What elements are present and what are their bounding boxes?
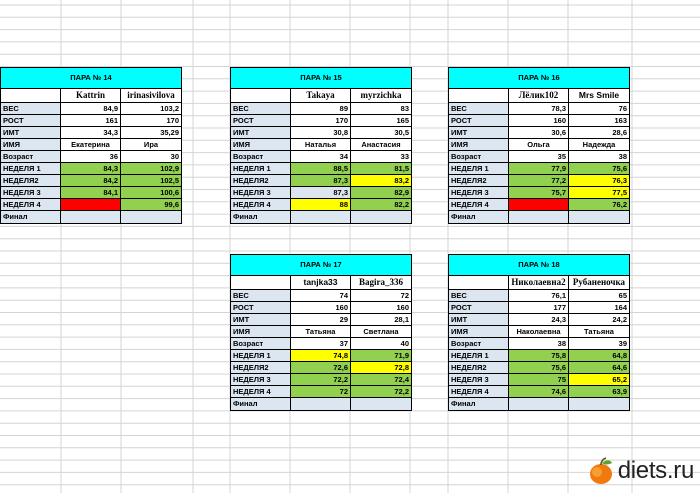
table-row — [231, 338, 411, 350]
table-row — [449, 127, 629, 139]
row-label[interactable]: НЕДЕЛЯ 1 — [231, 350, 291, 361]
row-label[interactable]: НЕДЕЛЯ 4 — [449, 199, 509, 210]
value-cell[interactable]: 39 — [569, 338, 629, 349]
value-cell[interactable]: 160 — [351, 302, 411, 313]
table-row — [449, 302, 629, 314]
value-cell[interactable]: 30,6 — [509, 127, 569, 138]
table-row — [449, 326, 629, 338]
table-row — [231, 290, 411, 302]
row-label[interactable]: ИМЯ — [449, 326, 509, 337]
value-cell[interactable] — [351, 398, 411, 410]
pair-table — [448, 254, 630, 411]
value-cell[interactable]: 170 — [291, 115, 351, 126]
value-cell[interactable]: 35 — [509, 151, 569, 162]
value-cell[interactable]: 36 — [61, 151, 121, 162]
value-cell[interactable] — [509, 199, 569, 210]
value-cell[interactable]: 160 — [291, 302, 351, 313]
table-row — [449, 338, 629, 350]
value-cell[interactable]: Надежда — [569, 139, 629, 150]
row-label[interactable]: ВЕС — [231, 290, 291, 301]
table-row — [449, 350, 629, 362]
table-row — [1, 175, 181, 187]
table-row — [449, 175, 629, 187]
nick-row — [1, 89, 181, 103]
pair-title-row — [449, 255, 629, 276]
value-cell[interactable]: 87,3 — [291, 187, 351, 198]
nick-label-cell[interactable] — [231, 89, 291, 102]
nick-row — [231, 89, 411, 103]
value-cell[interactable]: 75,8 — [509, 350, 569, 361]
nick-label-cell[interactable] — [231, 276, 291, 289]
row-label[interactable]: НЕДЕЛЯ 4 — [231, 386, 291, 397]
row-label[interactable]: Возраст — [231, 338, 291, 349]
table-row — [1, 199, 181, 211]
row-label[interactable]: ВЕС — [1, 103, 61, 114]
nick-cell[interactable]: Bagira_336 — [359, 277, 403, 287]
row-label[interactable]: НЕДЕЛЯ2 — [231, 175, 291, 186]
table-row — [231, 127, 411, 139]
table-row — [231, 199, 411, 211]
value-cell[interactable]: Ольга — [509, 139, 569, 150]
site-logo — [587, 457, 694, 485]
table-row — [231, 374, 411, 386]
row-label[interactable]: НЕДЕЛЯ 4 — [231, 199, 291, 210]
row-label[interactable]: Финал — [449, 211, 509, 223]
value-cell[interactable]: 88,5 — [291, 163, 351, 174]
value-cell[interactable]: 75,6 — [509, 362, 569, 373]
value-cell[interactable]: 24,2 — [569, 314, 629, 325]
row-label[interactable]: НЕДЕЛЯ 1 — [449, 163, 509, 174]
row-label[interactable]: НЕДЕЛЯ 1 — [449, 350, 509, 361]
pair-title[interactable]: ПАРА № 17 — [300, 260, 342, 269]
table-row — [449, 163, 629, 175]
row-label[interactable]: ИМТ — [231, 127, 291, 138]
value-cell[interactable] — [291, 398, 351, 410]
table-row — [1, 127, 181, 139]
value-cell[interactable]: 170 — [121, 115, 181, 126]
row-label[interactable]: НЕДЕЛЯ 3 — [1, 187, 61, 198]
nick-row — [449, 276, 629, 290]
value-cell[interactable]: Наколаевна — [509, 326, 569, 337]
nick-label-cell[interactable] — [449, 89, 509, 102]
row-label[interactable]: НЕДЕЛЯ2 — [231, 362, 291, 373]
value-cell[interactable]: 34 — [291, 151, 351, 162]
value-cell[interactable]: 65 — [569, 290, 629, 301]
nick-row — [231, 276, 411, 290]
value-cell[interactable]: 76,2 — [569, 199, 629, 210]
value-cell[interactable]: 72 — [351, 290, 411, 301]
nick-cell[interactable]: Takaya — [291, 89, 351, 102]
row-label[interactable]: РОСТ — [1, 115, 61, 126]
value-cell[interactable]: 84,2 — [61, 175, 121, 186]
value-cell[interactable]: 40 — [351, 338, 411, 349]
value-cell[interactable]: 164 — [569, 302, 629, 313]
row-label[interactable]: РОСТ — [449, 302, 509, 313]
row-label[interactable]: ИМЯ — [231, 326, 291, 337]
value-cell[interactable]: 74,6 — [509, 386, 569, 397]
value-cell[interactable] — [569, 398, 629, 410]
pair-title-row — [231, 68, 411, 89]
value-cell[interactable]: 87,3 — [291, 175, 351, 186]
row-label[interactable]: НЕДЕЛЯ2 — [1, 175, 61, 186]
table-row — [231, 362, 411, 374]
nick-label-cell[interactable] — [1, 89, 61, 102]
value-cell[interactable]: 77,2 — [509, 175, 569, 186]
value-cell[interactable]: 29 — [291, 314, 351, 325]
table-row — [231, 398, 411, 410]
table-row — [231, 386, 411, 398]
value-cell[interactable]: 83,2 — [351, 175, 411, 186]
pair-title-row — [231, 255, 411, 276]
value-cell[interactable]: Екатерина — [61, 139, 121, 150]
row-label[interactable]: ВЕС — [231, 103, 291, 114]
row-label[interactable]: Финал — [231, 398, 291, 410]
row-label[interactable]: НЕДЕЛЯ2 — [449, 175, 509, 186]
row-label[interactable]: НЕДЕЛЯ 3 — [449, 374, 509, 385]
table-row — [231, 211, 411, 223]
value-cell[interactable]: 37 — [291, 338, 351, 349]
value-cell[interactable]: 160 — [509, 115, 569, 126]
value-cell[interactable]: 65,2 — [569, 374, 629, 385]
value-cell[interactable]: 38 — [569, 151, 629, 162]
nick-row — [449, 89, 629, 103]
value-cell[interactable]: 163 — [569, 115, 629, 126]
value-cell[interactable]: 102,5 — [121, 175, 181, 186]
value-cell[interactable]: 64,6 — [569, 362, 629, 373]
value-cell[interactable]: 72,2 — [351, 386, 411, 397]
value-cell[interactable]: 161 — [61, 115, 121, 126]
row-label[interactable]: НЕДЕЛЯ 3 — [231, 374, 291, 385]
value-cell[interactable]: 72,2 — [291, 374, 351, 385]
table-row — [449, 374, 629, 386]
value-cell[interactable]: 76,3 — [569, 175, 629, 186]
row-label[interactable]: ВЕС — [449, 290, 509, 301]
value-cell[interactable]: 30,5 — [351, 127, 411, 138]
value-cell[interactable]: 72,6 — [291, 362, 351, 373]
row-label[interactable]: ИМТ — [1, 127, 61, 138]
row-label[interactable]: НЕДЕЛЯ2 — [449, 362, 509, 373]
value-cell[interactable]: 72,8 — [351, 362, 411, 373]
table-row — [1, 211, 181, 223]
value-cell[interactable]: 35,29 — [121, 127, 181, 138]
table-row — [231, 314, 411, 326]
value-cell[interactable]: 38 — [509, 338, 569, 349]
value-cell[interactable] — [61, 211, 121, 223]
row-label[interactable]: Финал — [231, 211, 291, 223]
row-label[interactable]: ИМТ — [449, 314, 509, 325]
table-row — [449, 187, 629, 199]
row-label[interactable]: НЕДЕЛЯ 3 — [231, 187, 291, 198]
table-row — [449, 362, 629, 374]
value-cell[interactable]: 71,9 — [351, 350, 411, 361]
value-cell[interactable] — [121, 211, 181, 223]
value-cell[interactable]: 99,6 — [121, 199, 181, 210]
table-row — [231, 163, 411, 175]
value-cell[interactable]: 88 — [291, 199, 351, 210]
table-row — [231, 350, 411, 362]
table-row — [1, 187, 181, 199]
value-cell[interactable]: Светлана — [351, 326, 411, 337]
value-cell[interactable]: Татьяна — [569, 326, 629, 337]
value-cell[interactable]: 74 — [291, 290, 351, 301]
row-label[interactable]: НЕДЕЛЯ 4 — [449, 386, 509, 397]
table-row — [449, 103, 629, 115]
table-row — [449, 115, 629, 127]
row-label[interactable]: НЕДЕЛЯ 1 — [231, 163, 291, 174]
value-cell[interactable]: 83 — [351, 103, 411, 114]
value-cell[interactable]: 24,3 — [509, 314, 569, 325]
pair-title[interactable]: ПАРА № 18 — [518, 260, 560, 269]
table-row — [449, 398, 629, 410]
apple-icon — [587, 457, 615, 485]
nick-cell[interactable]: myrzichka — [360, 90, 402, 100]
value-cell[interactable]: 28,6 — [569, 127, 629, 138]
row-label[interactable]: РОСТ — [231, 302, 291, 313]
pair-title[interactable]: ПАРА № 16 — [518, 73, 560, 82]
table-row — [231, 115, 411, 127]
table-row — [231, 175, 411, 187]
table-row — [1, 103, 181, 115]
pair-title-row — [1, 68, 181, 89]
table-row — [231, 139, 411, 151]
value-cell[interactable]: 72 — [291, 386, 351, 397]
row-label[interactable]: РОСТ — [231, 115, 291, 126]
table-row — [449, 151, 629, 163]
logo-text: diets.ru — [617, 457, 694, 484]
row-label[interactable]: НЕДЕЛЯ 4 — [1, 199, 61, 210]
row-label[interactable]: НЕДЕЛЯ 1 — [1, 163, 61, 174]
value-cell[interactable] — [61, 199, 121, 210]
value-cell[interactable]: 89 — [291, 103, 351, 114]
nick-cell[interactable]: Николаевна2 — [509, 276, 569, 289]
value-cell[interactable]: 34,3 — [61, 127, 121, 138]
row-label[interactable]: Финал — [449, 398, 509, 410]
pair-title[interactable]: ПАРА № 14 — [70, 73, 112, 82]
value-cell[interactable]: 33 — [351, 151, 411, 162]
table-row — [1, 151, 181, 163]
value-cell[interactable]: 78,3 — [509, 103, 569, 114]
pair-title[interactable]: ПАРА № 15 — [300, 73, 342, 82]
value-cell[interactable]: 76 — [569, 103, 629, 114]
row-label[interactable]: Финал — [1, 211, 61, 223]
value-cell[interactable]: 102,9 — [121, 163, 181, 174]
table-row — [1, 139, 181, 151]
value-cell[interactable]: 84,1 — [61, 187, 121, 198]
value-cell[interactable]: 75,7 — [509, 187, 569, 198]
row-label[interactable]: Возраст — [449, 338, 509, 349]
value-cell[interactable]: 82,2 — [351, 199, 411, 210]
nick-label-cell[interactable] — [449, 276, 509, 289]
pair-table — [230, 67, 412, 224]
value-cell[interactable]: 75,6 — [569, 163, 629, 174]
table-row — [1, 115, 181, 127]
row-label[interactable]: Возраст — [1, 151, 61, 162]
value-cell[interactable]: 64,8 — [569, 350, 629, 361]
value-cell[interactable]: 84,3 — [61, 163, 121, 174]
value-cell[interactable]: 75 — [509, 374, 569, 385]
value-cell[interactable]: Ира — [121, 139, 181, 150]
table-row — [449, 139, 629, 151]
row-label[interactable]: ИМТ — [231, 314, 291, 325]
value-cell[interactable]: 103,2 — [121, 103, 181, 114]
value-cell[interactable] — [509, 398, 569, 410]
nick-cell[interactable]: Mrs Smile — [578, 90, 620, 100]
value-cell[interactable]: 28,1 — [351, 314, 411, 325]
value-cell[interactable] — [569, 211, 629, 223]
table-row — [231, 326, 411, 338]
row-label[interactable]: ИМТ — [449, 127, 509, 138]
nick-cell[interactable]: Лёлик102 — [509, 89, 569, 102]
nick-cell[interactable]: Kattrin — [61, 89, 121, 102]
table-row — [231, 151, 411, 163]
row-label[interactable]: Возраст — [449, 151, 509, 162]
table-row — [449, 199, 629, 211]
pair-table — [230, 254, 412, 411]
value-cell[interactable]: Анастасия — [351, 139, 411, 150]
row-label[interactable]: РОСТ — [449, 115, 509, 126]
nick-cell[interactable]: tanjka33 — [291, 276, 351, 289]
row-label[interactable]: ИМЯ — [231, 139, 291, 150]
table-row — [449, 290, 629, 302]
row-label[interactable]: Возраст — [231, 151, 291, 162]
value-cell[interactable] — [351, 211, 411, 223]
value-cell[interactable]: 63,9 — [569, 386, 629, 397]
value-cell[interactable] — [509, 211, 569, 223]
row-label[interactable]: НЕДЕЛЯ 3 — [449, 187, 509, 198]
pair-table — [0, 67, 182, 224]
value-cell[interactable]: 177 — [509, 302, 569, 313]
value-cell[interactable]: 30,8 — [291, 127, 351, 138]
value-cell[interactable]: 165 — [351, 115, 411, 126]
row-label[interactable]: ИМЯ — [1, 139, 61, 150]
table-row — [449, 314, 629, 326]
value-cell[interactable]: 77,5 — [569, 187, 629, 198]
table-row — [231, 103, 411, 115]
value-cell[interactable] — [291, 211, 351, 223]
row-label[interactable]: ВЕС — [449, 103, 509, 114]
value-cell[interactable]: 81,5 — [351, 163, 411, 174]
value-cell[interactable]: Наталья — [291, 139, 351, 150]
nick-cell[interactable]: Рубаненочка — [572, 277, 626, 287]
value-cell[interactable]: 100,6 — [121, 187, 181, 198]
pair-title-row — [449, 68, 629, 89]
table-row — [449, 386, 629, 398]
value-cell[interactable]: Татьяна — [291, 326, 351, 337]
value-cell[interactable]: 84,9 — [61, 103, 121, 114]
value-cell[interactable]: 30 — [121, 151, 181, 162]
value-cell[interactable]: 74,8 — [291, 350, 351, 361]
value-cell[interactable]: 76,1 — [509, 290, 569, 301]
table-row — [1, 163, 181, 175]
value-cell[interactable]: 72,4 — [351, 374, 411, 385]
nick-cell[interactable]: irinasivilova — [127, 90, 175, 100]
row-label[interactable]: ИМЯ — [449, 139, 509, 150]
table-row — [231, 187, 411, 199]
value-cell[interactable]: 77,9 — [509, 163, 569, 174]
pair-table — [448, 67, 630, 224]
table-row — [449, 211, 629, 223]
table-row — [231, 302, 411, 314]
value-cell[interactable]: 82,9 — [351, 187, 411, 198]
